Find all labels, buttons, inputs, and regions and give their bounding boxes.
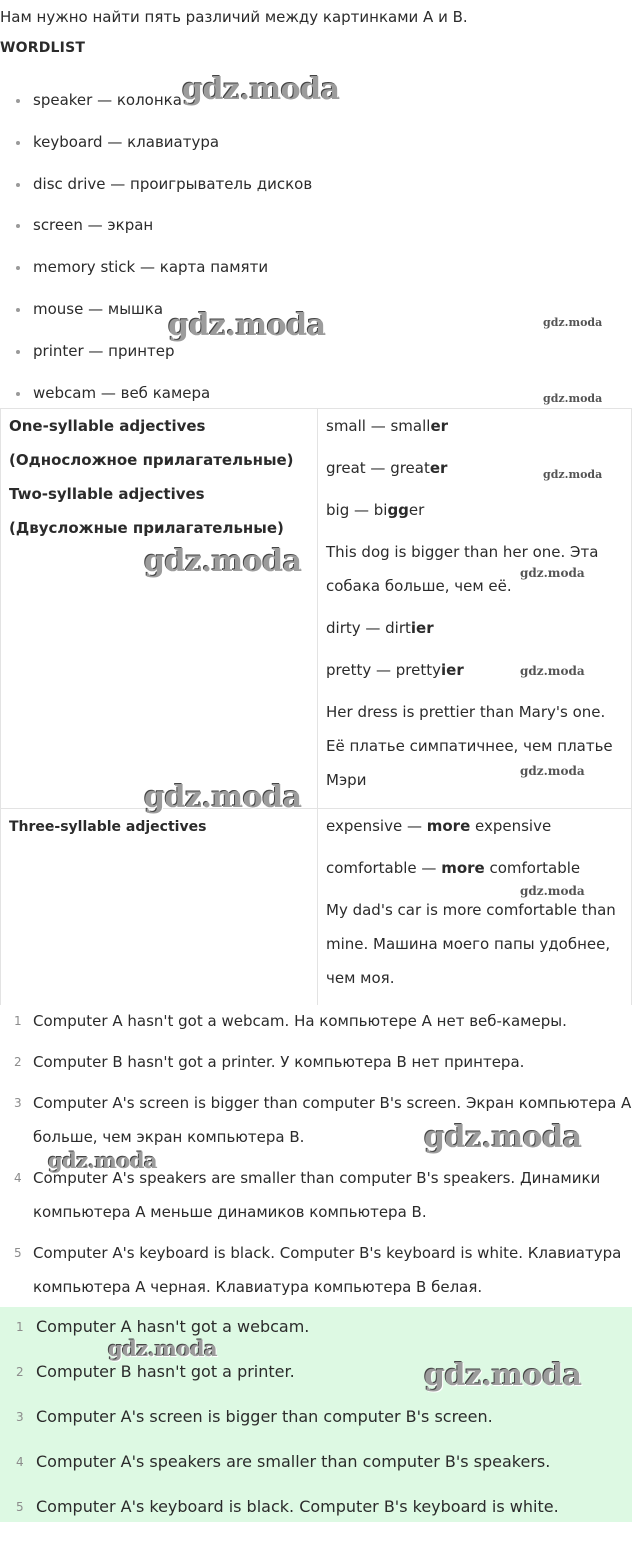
wordlist-item: webcam — веб камера bbox=[0, 373, 312, 415]
adjectives-table bbox=[0, 408, 632, 1005]
watermark: gdz.moda bbox=[108, 1336, 218, 1361]
wordlist-item: speaker — колонка bbox=[0, 80, 312, 122]
wordlist-item: printer — принтер bbox=[0, 331, 312, 373]
wordlist-item: screen — экран bbox=[0, 205, 312, 247]
wordlist bbox=[0, 80, 312, 414]
example-sentence-3: My dad's car is more comfortable than mine. Машина моего папы удобнее, чем моя. bbox=[326, 901, 616, 987]
table-cell-left bbox=[1, 809, 318, 1006]
example-sentence-1: This dog is bigger than her one. Эта собака больше, чем её. bbox=[326, 543, 599, 595]
example-small: small — smaller bbox=[326, 417, 449, 435]
watermark: gdz.moda bbox=[520, 664, 585, 678]
example-sentence-2: Her dress is prettier than Mary's one. Её платье симпатичнее, чем платье Мэри bbox=[326, 703, 613, 789]
watermark: gdz.moda bbox=[182, 72, 340, 107]
table-row bbox=[1, 809, 632, 1006]
list-item: 5 Computer A's keyboard is black. Computer B's keyboard is white. bbox=[16, 1497, 559, 1516]
wordlist-heading: WORDLIST bbox=[0, 40, 86, 56]
wordlist-item: mouse — мышка bbox=[0, 289, 312, 331]
two-syllable-label: Two-syllable adjectives (Двусложные прилагательные) bbox=[9, 485, 284, 537]
table-cell-right bbox=[318, 809, 632, 1006]
table-cell-left bbox=[1, 409, 318, 809]
watermark: gdz.moda bbox=[424, 1358, 582, 1393]
example-expensive: expensive — more expensive bbox=[326, 817, 552, 835]
example-dirty: dirty — dirtier bbox=[326, 619, 434, 637]
list-item: 4 Computer A's speakers are smaller than computer B's speakers. bbox=[16, 1452, 551, 1471]
list-item: 1 Computer A hasn't got a webcam. На компьютере А нет веб-камеры. bbox=[14, 1012, 567, 1030]
list-item: 4 Computer A's speakers are smaller than computer B's speakers. Динамики компьютера А меньше динамиков компьютера В. bbox=[14, 1169, 601, 1221]
list-item: 1 Computer A hasn't got a webcam. bbox=[16, 1317, 310, 1336]
example-pretty: pretty — prettyier bbox=[326, 661, 464, 679]
watermark: gdz.moda bbox=[168, 308, 326, 343]
watermark: gdz.moda bbox=[48, 1148, 158, 1173]
intro-text: Нам нужно найти пять различий между картинками А и В. bbox=[0, 8, 468, 26]
list-item: 3 Computer A's screen is bigger than computer B's screen. bbox=[16, 1407, 493, 1426]
example-comfortable: comfortable — more comfortable bbox=[326, 859, 581, 877]
table-row bbox=[1, 409, 632, 809]
list-item: 2 Computer B hasn't got a printer. У компьютера В нет принтера. bbox=[14, 1053, 525, 1071]
watermark: gdz.moda bbox=[520, 764, 585, 778]
watermark: gdz.moda bbox=[520, 566, 585, 580]
answers-summary bbox=[0, 1307, 632, 1522]
watermark: gdz.moda bbox=[543, 392, 603, 405]
list-item: 3 Computer A's screen is bigger than computer B's screen. Экран компьютера А больше, чем экран компьютера В. bbox=[14, 1094, 632, 1146]
wordlist-item: disc drive — проигрыватель дисков bbox=[0, 164, 312, 206]
list-item: 2 Computer B hasn't got a printer. bbox=[16, 1362, 295, 1381]
one-syllable-label: One-syllable adjectives (Односложное прилагательные) bbox=[9, 417, 294, 469]
watermark: gdz.moda bbox=[543, 316, 603, 329]
watermark: gdz.moda bbox=[543, 468, 603, 481]
example-big: big — bigger bbox=[326, 501, 425, 519]
watermark: gdz.moda bbox=[520, 884, 585, 898]
wordlist-item: memory stick — карта памяти bbox=[0, 247, 312, 289]
wordlist-item: keyboard — клавиатура bbox=[0, 122, 312, 164]
three-syllable-label: Three-syllable adjectives bbox=[9, 819, 207, 835]
list-item: 5 Computer A's keyboard is black. Computer B's keyboard is white. Клавиатура компьютера А черная. Клавиатура компьютера В белая. bbox=[14, 1244, 622, 1296]
example-great: great — greater bbox=[326, 459, 448, 477]
watermark: gdz.moda bbox=[424, 1120, 582, 1155]
watermark: gdz.moda bbox=[144, 780, 302, 815]
watermark: gdz.moda bbox=[144, 544, 302, 579]
